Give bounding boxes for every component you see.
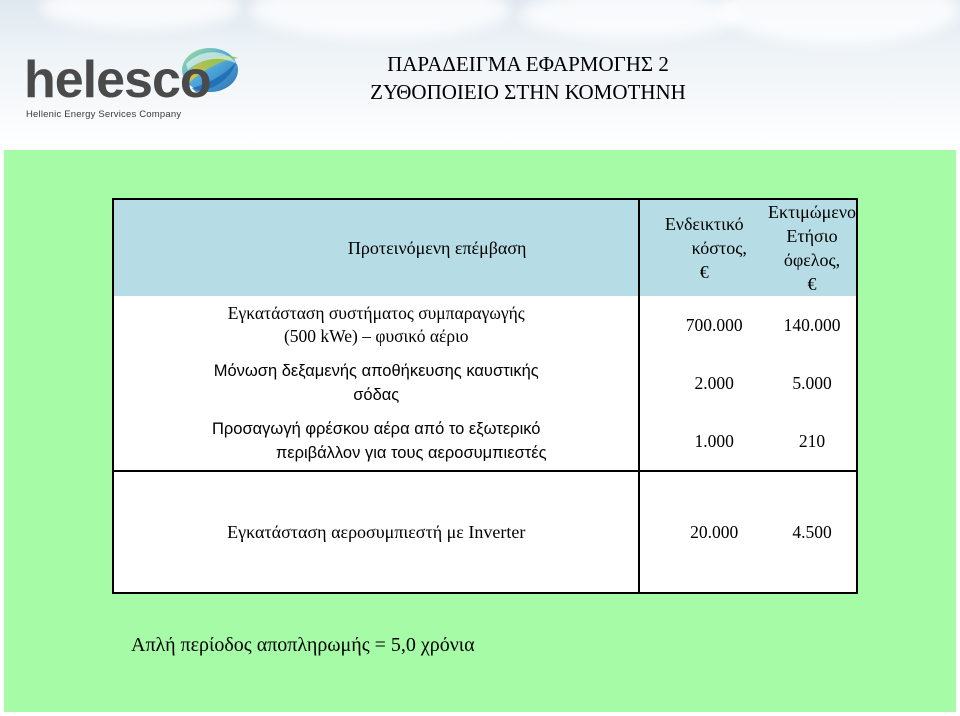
row-description-line-1: Εγκατάσταση συστήματος συμπαραγωγής [227, 303, 525, 323]
slide-header [0, 0, 960, 150]
row-benefit: 140.000 [783, 314, 841, 335]
header-cost-line-2: κόστος, [691, 238, 747, 258]
row-description-line-2: (500 kWe) – φυσικό αέριο [283, 326, 469, 346]
row-cost: 2.000 [694, 372, 734, 393]
row-description-line-1: Μόνωση δεξαμενής αποθήκευσης καυστικής [213, 362, 539, 380]
title-line-2: ΖΥΘΟΠΟΙΕΙΟ ΣΤΗΝ ΚΟΜΟΤΗΝΗ [370, 80, 686, 104]
logo-tagline: Hellenic Energy Services Company [26, 109, 182, 120]
slide-title [278, 50, 778, 106]
row-benefit: 210 [798, 430, 826, 451]
row-cost: 1.000 [694, 430, 734, 451]
row-description-line-2: περιβάλλον για τους αεροσυμπιεστές [275, 444, 547, 462]
row-cost: 700.000 [685, 314, 743, 335]
table-row [113, 471, 857, 593]
row-cost: 20.000 [639, 471, 768, 593]
header-benefit-line-1: Εκτιμώμενο [768, 202, 856, 222]
row-benefit: 4.500 [768, 471, 857, 593]
table-header-row [113, 199, 857, 296]
logo-wordmark: helesco [24, 51, 211, 109]
helesco-logo [24, 44, 234, 124]
title-line-1: ΠΑΡΑΔΕΙΓΜΑ ΕΦΑΡΜΟΓΗΣ 2 [387, 52, 669, 76]
row-description-line-1: Εγκατάσταση αεροσυμπιεστή με Inverter [227, 521, 526, 542]
header-intervention: Προτεινόμενη επέμβαση [113, 199, 639, 296]
table-row [113, 412, 857, 471]
header-benefit [768, 199, 857, 296]
interventions-table [112, 198, 858, 594]
row-benefit: 5.000 [792, 372, 832, 393]
payback-period-text: Απλή περίοδος αποπληρωμής = 5,0 χρόνια [131, 634, 475, 656]
row-description [113, 354, 639, 412]
header-cost [639, 199, 768, 296]
row-description-line-1: Προσαγωγή φρέσκου αέρα από το εξωτερικό [211, 420, 541, 438]
table-row [113, 354, 857, 412]
row-description [113, 296, 639, 354]
row-description [113, 471, 639, 593]
row-description [113, 412, 639, 471]
header-cost-line-3: € [699, 262, 709, 282]
header-cost-line-1: Ενδεικτικό [664, 214, 744, 234]
header-benefit-line-3: € [807, 274, 817, 294]
row-description-line-2: σόδας [353, 386, 400, 404]
table-row [113, 296, 857, 354]
header-benefit-line-2: Ετήσιο όφελος, [783, 226, 841, 270]
